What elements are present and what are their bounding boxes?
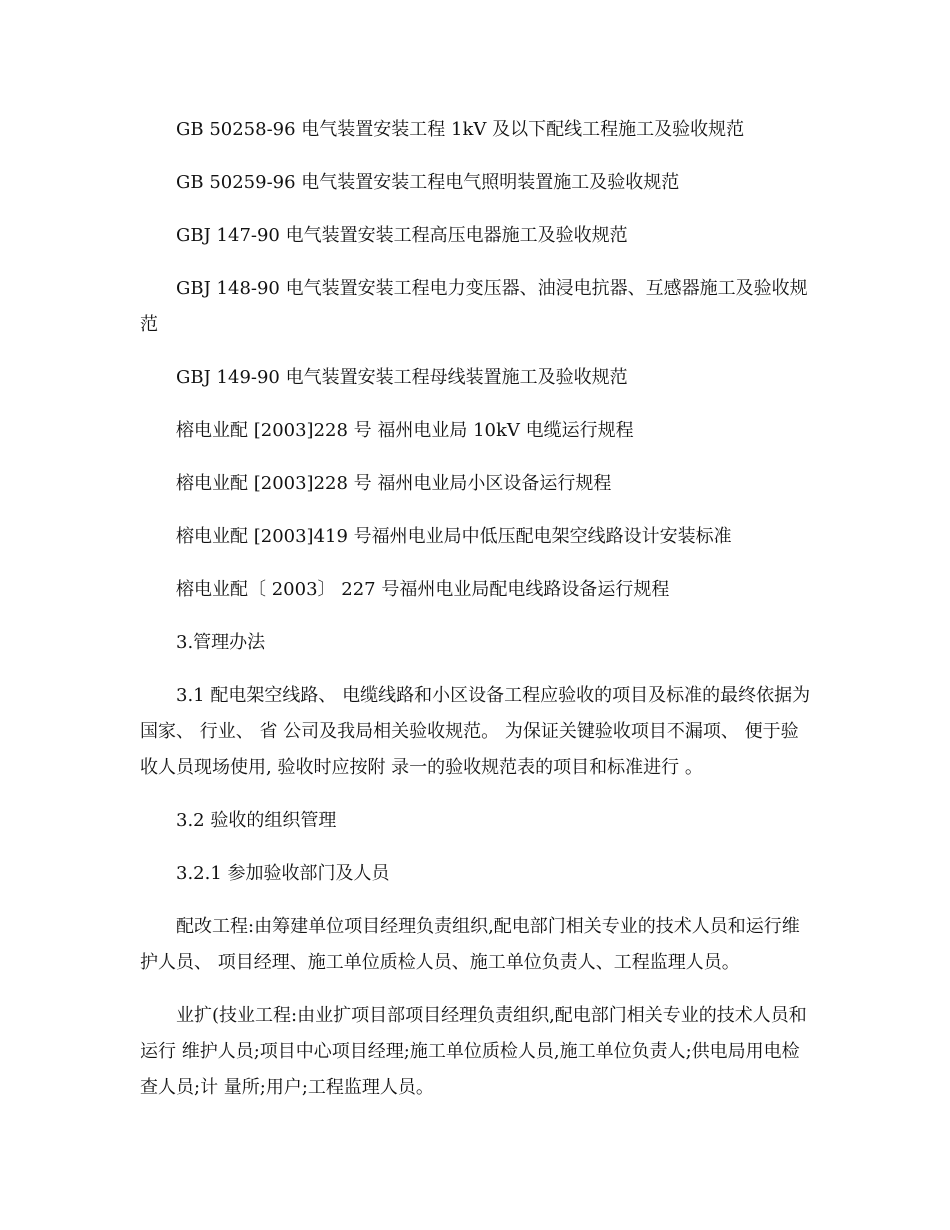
paragraph-3-1: 3.1 配电架空线路、 电缆线路和小区设备工程应验收的项目及标准的最终依据为国家、 行业、 省 公司及我局相关验收规范。 为保证关键验收项目不漏项、 便于验收人员现场使用, 验收时应按附 录一的验收规范表的项目和标准进行 。	[140, 685, 811, 778]
section-heading-3: 3.管理办法	[176, 632, 266, 653]
paragraph-rong-419: 榕电业配 [2003]419 号福州电业局中低压配电架空线路设计安装标准	[176, 526, 732, 547]
document-body	[140, 112, 812, 1106]
paragraph-rong-228-community: 榕电业配 [2003]228 号 福州电业局小区设备运行规程	[176, 473, 612, 494]
paragraph-gb50258: GB 50258-96 电气装置安装工程 1kV 及以下配线工程施工及验收规范	[176, 119, 745, 140]
paragraph-rong-228-cable: 榕电业配 [2003]228 号 福州电业局 10kV 电缆运行规程	[176, 420, 634, 441]
section-heading-3-2-1: 3.2.1 参加验收部门及人员	[176, 863, 390, 884]
paragraph-gb50259: GB 50259-96 电气装置安装工程电气照明装置施工及验收规范	[176, 172, 680, 193]
paragraph-gbj148: GBJ 148-90 电气装置安装工程电力变压器、油浸电抗器、互感器施工及验收规范	[140, 278, 808, 335]
paragraph-business-expansion: 业扩(技业工程:由业扩项目部项目经理负责组织,配电部门相关专业的技术人员和运行 维护人员;项目中心项目经理;施工单位质检人员,施工单位负责人;供电局用电检查人员;计 量所;用户;工程监理人员。	[140, 1005, 807, 1098]
paragraph-rong-227: 榕电业配〔 2003〕 227 号福州电业局配电线路设备运行规程	[176, 579, 670, 600]
section-heading-3-2: 3.2 验收的组织管理	[176, 810, 337, 831]
paragraph-gbj149: GBJ 149-90 电气装置安装工程母线装置施工及验收规范	[176, 367, 628, 388]
paragraph-gbj147: GBJ 147-90 电气装置安装工程高压电器施工及验收规范	[176, 225, 628, 246]
paragraph-distribution-renovation: 配改工程:由筹建单位项目经理负责组织,配电部门相关专业的技术人员和运行维护人员、 项目经理、施工单位质检人员、施工单位负责人、工程监理人员。	[140, 916, 800, 973]
